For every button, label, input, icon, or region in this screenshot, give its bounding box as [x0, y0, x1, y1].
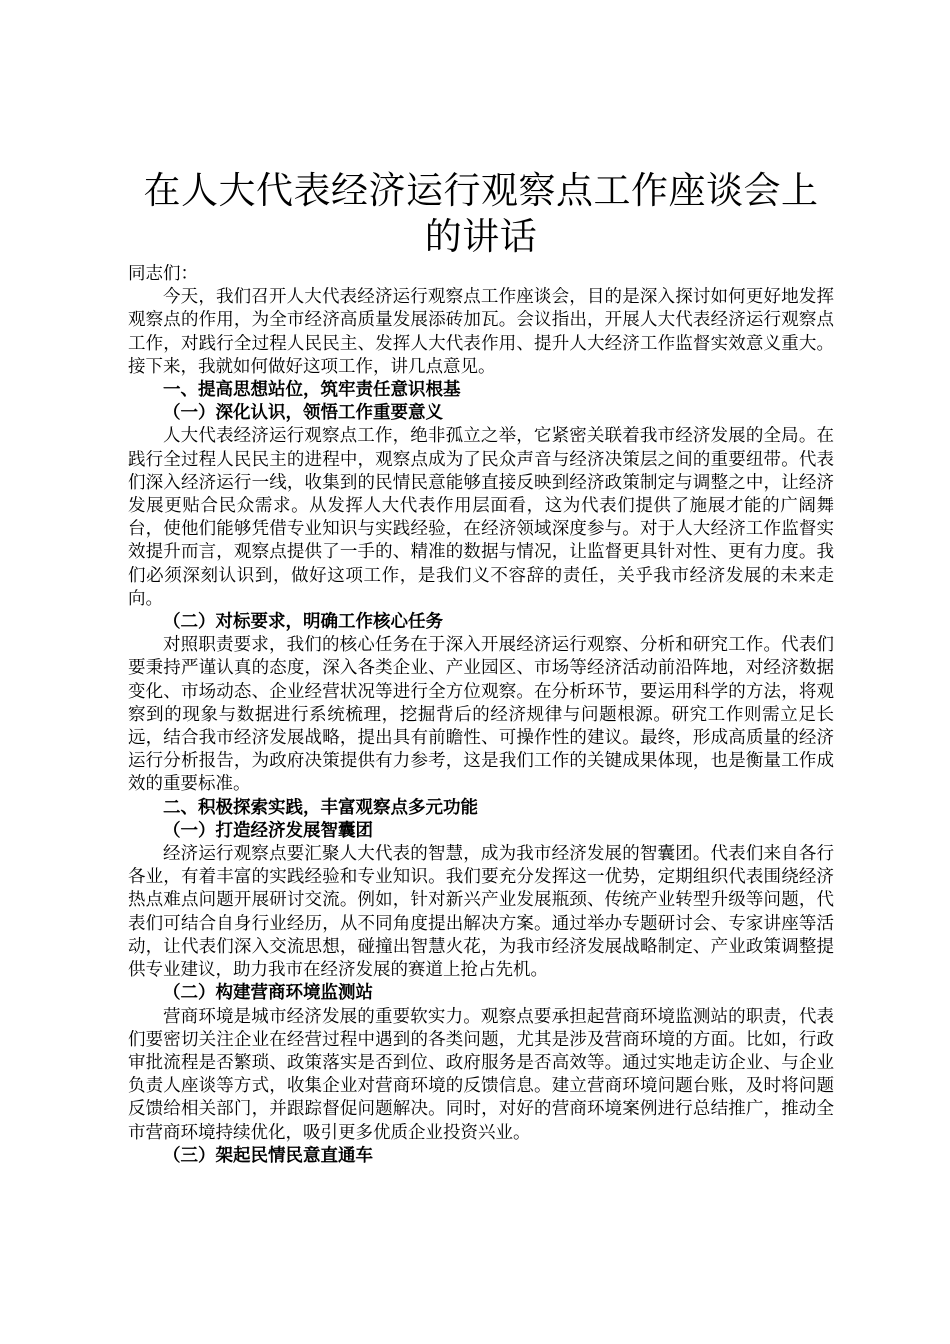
section-2-1-paragraph: 经济运行观察点要汇聚人大代表的智慧，成为我市经济发展的智囊团。代表们来自各行各业，有着丰富的实践经验和专业知识。我们要充分发挥这一优势，定期组织代表围绕经济热点难点问题开展研讨交流。例如，针对新兴产业发展瓶颈、传统产业转型升级等问题，代表们可结合自身行业经历，从不同角度提出解决方案。通过举办专题研讨会、专家讲座等活动，让代表们深入交流思想，碰撞出智慧火花，为我市经济发展战略制定、产业政策调整提供专业建议，助力我市在经济发展的赛道上抢占先机。	[128, 844, 834, 981]
section-1-2-paragraph: 对照职责要求，我们的核心任务在于深入开展经济运行观察、分析和研究工作。代表们要秉持严谨认真的态度，深入各类企业、产业园区、市场等经济活动前沿阵地，对经济数据变化、市场动态、企业经营状况等进行全方位观察。在分析环节，要运用科学的方法，将观察到的现象与数据进行系统梳理，挖掘背后的经济规律与问题根源。研究工作则需立足长远，结合我市经济发展战略，提出具有前瞻性、可操作性的建议。最终，形成高质量的经济运行分析报告，为政府决策提供有力参考，这是我们工作的关键成果体现，也是衡量工作成效的重要标准。	[128, 635, 834, 795]
section-2-2-paragraph: 营商环境是城市经济发展的重要软实力。观察点要承担起营商环境监测站的职责，代表们要密切关注企业在经营过程中遇到的各类问题，尤其是涉及营商环境的方面。比如，行政审批流程是否繁琐、政策落实是否到位、政府服务是否高效等。通过实地走访企业、与企业负责人座谈等方式，收集企业对营商环境的反馈信息。建立营商环境问题台账，及时将问题反馈给相关部门，并跟踪督促问题解决。同时，对好的营商环境案例进行总结推广，推动全市营商环境持续优化，吸引更多优质企业投资兴业。	[128, 1006, 834, 1143]
section-1-1-paragraph: 人大代表经济运行观察点工作，绝非孤立之举，它紧密关联着我市经济发展的全局。在践行全过程人民民主的进程中，观察点成为了民众声音与经济决策层之间的重要纽带。代表们深入经济运行一线，收集到的民情民意能够直接反映到经济政策制定与调整之中，让经济发展更贴合民众需求。从发挥人大代表作用层面看，这为代表们提供了施展才能的广阔舞台，使他们能够凭借专业知识与实践经验，在经济领域深度参与。对于人大经济工作监督实效提升而言，观察点提供了一手的、精准的数据与情况，让监督更具针对性、更有力度。我们必须深刻认识到，做好这项工作，是我们义不容辞的责任，关乎我市经济发展的未来走向。	[128, 426, 834, 609]
document-title: 在人大代表经济运行观察点工作座谈会上的讲话	[143, 169, 819, 258]
section-2-1-heading: （一）打造经济发展智囊团	[163, 820, 373, 841]
document-page	[128, 168, 834, 1168]
section-2-3-heading: （三）架起民情民意直通车	[163, 1145, 373, 1166]
section-2-2-heading: （二）构建营商环境监测站	[163, 983, 373, 1004]
section-1-2-heading: （二）对标要求，明确工作核心任务	[163, 612, 443, 633]
salutation: 同志们：	[128, 264, 198, 284]
document-body	[128, 263, 834, 1168]
section-2-heading: 二、积极探索实践，丰富观察点多元功能	[163, 797, 478, 818]
intro-paragraph: 今天，我们召开人大代表经济运行观察点工作座谈会，目的是深入探讨如何更好地发挥观察点的作用，为全市经济高质量发展添砖加瓦。会议指出，开展人大代表经济运行观察点工作，对践行全过程人民民主、发挥人大代表作用、提升人大经济工作监督实效意义重大。接下来，我就如何做好这项工作，讲几点意见。	[128, 287, 834, 377]
section-1-1-heading: （一）深化认识，领悟工作重要意义	[163, 403, 443, 424]
section-1-heading: 一、提高思想站位，筑牢责任意识根基	[163, 380, 461, 401]
